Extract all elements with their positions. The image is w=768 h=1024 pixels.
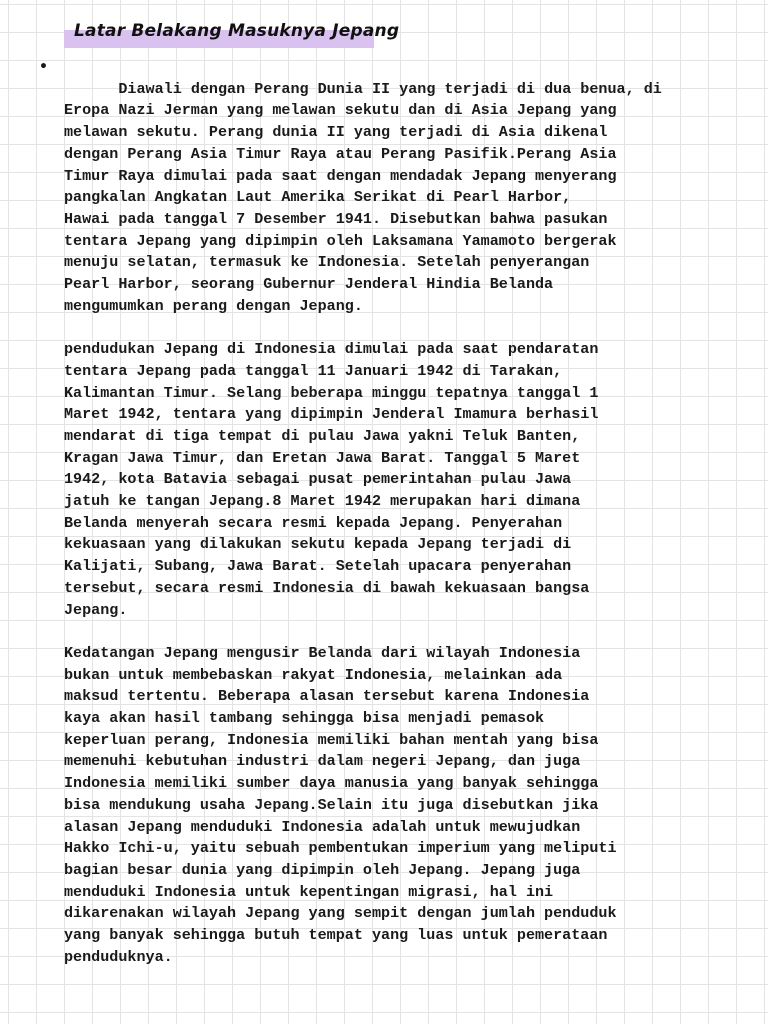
paragraph-line: melawan sekutu. Perang dunia II yang terjadi di Asia dikenal [64,123,608,142]
paragraph-line: Diawali dengan Perang Dunia II yang terjadi di dua benua, di [118,79,662,98]
paragraph-line: jatuh ke tangan Jepang.8 Maret 1942 merupakan hari dimana [64,492,581,511]
paragraph-line: tersebut, secara resmi Indonesia di bawah kekuasaan bangsa [64,578,590,597]
paragraph-2 [30,339,750,621]
page-title: Latar Belakang Masuknya Jepang [74,21,400,41]
paragraph-line: Kedatangan Jepang mengusir Belanda dari wilayah Indonesia [64,643,581,662]
paragraph-line: Kragan Jawa Timur, dan Eretan Jawa Barat. Tanggal 5 Maret [64,448,581,467]
paragraph-line: Jepang. [64,600,128,619]
paragraph-line: dengan Perang Asia Timur Raya atau Perang Pasifik.Perang Asia [64,144,617,163]
paragraph-line: Indonesia memiliki sumber daya manusia yang banyak sehingga [64,774,599,793]
bullet-icon: • [39,59,48,75]
title-block [64,18,399,44]
paragraph-line: Kalijati, Subang, Jawa Barat. Setelah upacara penyerahan [64,557,572,576]
paragraph-line: tentara Jepang yang dipimpin oleh Laksamana Yamamoto bergerak [64,231,617,250]
paragraph-line: penduduknya. [64,947,173,966]
paragraph-line: menduduki Indonesia untuk kepentingan migrasi, hal ini [64,882,554,901]
paragraph-line: menuju selatan, termasuk ke Indonesia. Setelah penyerangan [64,253,590,272]
paragraph-line: mendarat di tiga tempat di pulau Jawa yakni Teluk Banten, [64,426,581,445]
paragraph-line: Maret 1942, tentara yang dipimpin Jenderal Imamura berhasil [64,405,599,424]
paragraph-line: pangkalan Angkatan Laut Amerika Serikat di Pearl Harbor, [64,188,572,207]
paragraph-line: Hakko Ichi-u, yaitu sebuah pembentukan imperium yang meliputi [64,839,617,858]
paragraph-line: Belanda menyerah secara resmi kepada Jepang. Penyerahan [64,513,563,532]
paragraph-line: Hawai pada tanggal 7 Desember 1941. Disebutkan bahwa pasukan [64,209,608,228]
paragraph-line: 1942, kota Batavia sebagai pusat pemerintahan pulau Jawa [64,470,572,489]
paragraph-line: kekuasaan yang dilakukan sekutu kepada Jepang terjadi di [64,535,572,554]
paragraph-line: maksud tertentu. Beberapa alasan tersebut karena Indonesia [64,687,590,706]
paragraph-line: alasan Jepang menduduki Indonesia adalah untuk mewujudkan [64,817,581,836]
paragraph-line: tentara Jepang pada tanggal 11 Januari 1942 di Tarakan, [64,361,563,380]
paragraph-line: mengumumkan perang dengan Jepang. [64,296,363,315]
paragraph-line: Pearl Harbor, seorang Gubernur Jenderal Hindia Belanda [64,275,554,294]
paragraph-line: memenuhi kebutuhan industri dalam negeri Jepang, dan juga [64,752,581,771]
paragraph-line: bisa mendukung usaha Jepang.Selain itu juga disebutkan jika [64,795,599,814]
document-body [30,57,750,969]
paragraph-1 [30,57,750,317]
paragraph-line: bagian besar dunia yang dipimpin oleh Jepang. Jepang juga [64,860,581,879]
paragraph-line: Eropa Nazi Jerman yang melawan sekutu dan di Asia Jepang yang [64,101,617,120]
paragraph-line: keperluan perang, Indonesia memiliki bahan mentah yang bisa [64,730,599,749]
paragraph-line: Timur Raya dimulai pada saat dengan mendadak Jepang menyerang [64,166,617,185]
paragraph-line: bukan untuk membebaskan rakyat Indonesia, melainkan ada [64,665,563,684]
paragraph-line: dikarenakan wilayah Jepang yang sempit dengan jumlah penduduk [64,904,617,923]
paragraph-3 [30,643,750,969]
paragraph-line: kaya akan hasil tambang sehingga bisa menjadi pemasok [64,709,545,728]
paragraph-line: yang banyak sehingga butuh tempat yang luas untuk pemerataan [64,926,608,945]
paragraph-line: pendudukan Jepang di Indonesia dimulai pada saat pendaratan [64,340,599,359]
paragraph-line: Kalimantan Timur. Selang beberapa minggu tepatnya tanggal 1 [64,383,599,402]
